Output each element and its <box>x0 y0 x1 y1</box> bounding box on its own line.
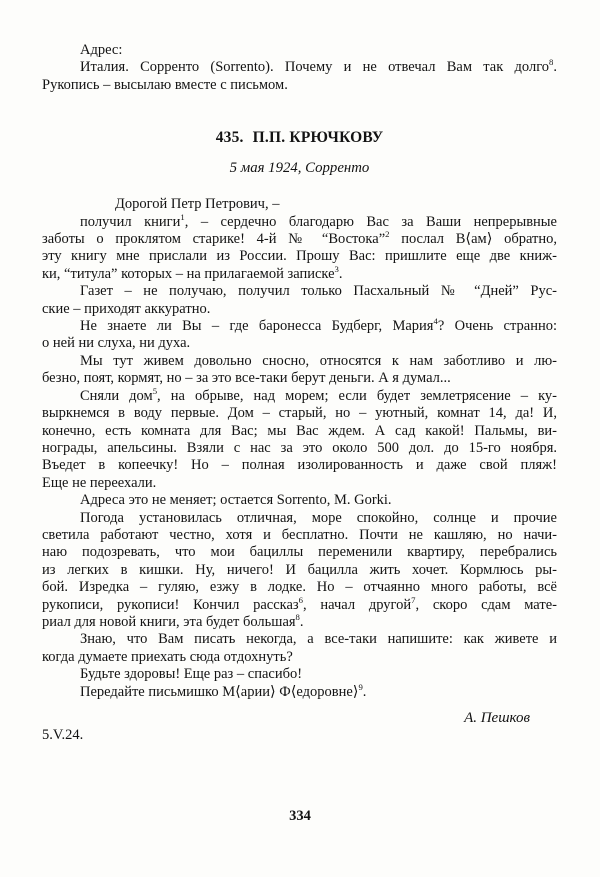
paragraph <box>42 666 557 683</box>
text-line: нограды, апельсины. Взяли с нас за это около 500 дол. до 15-го ноября. <box>42 439 557 456</box>
text-line: из легких в кишки. Ну, ничего! И бацилла жить хочет. Кормлюсь ры- <box>42 561 557 578</box>
footnote-marker: 2 <box>385 229 390 240</box>
text-line: заботы о проклятом старике! 4-й № “Востока”$^2$ послал В⟨ам⟩ обратно, <box>42 229 557 248</box>
text-line: Погода установилась отличная, море спокойно, солнце и прочие <box>80 509 557 526</box>
text-line: рукописи, рукописи! Кончил рассказ$^6$, начал другой$^7$, скоро сдам мате- <box>42 594 557 613</box>
text-line: Дорогой Петр Петрович, – <box>115 196 280 213</box>
text-line: получил книги$^1$, – сердечно благодарю Вас за Ваши непрерывные <box>80 211 557 230</box>
text-line: выркнемся в воду первые. Дом – старый, но – уютный, комнат 14, да! И, <box>42 405 557 422</box>
text-line: наю подозревать, что мои бациллы переменили квартиру, перебрались <box>42 544 557 561</box>
text-line: ки, “титула” которых – на прилагаемой записке$^3$. <box>42 264 343 282</box>
page-number: 334 <box>289 808 311 824</box>
letter-number: 435. <box>215 129 244 147</box>
text-line: Въедет в копеечку! Но – полная изолированность и даже свой пляж! <box>42 457 557 474</box>
text-line: о ней ни слуха, ни духа. <box>42 335 191 352</box>
letter-postscript-block <box>42 42 557 94</box>
text-line: безно, поят, кормят, но – за это все-таки берут деньги. А я думал... <box>42 370 451 387</box>
paragraph <box>42 42 557 59</box>
footnote-marker: 9 <box>358 681 363 692</box>
paragraph <box>42 211 557 284</box>
text-line: бой. Изредка – гуляю, езжу в лодке. Но – отчаянно много работы, всё <box>42 579 557 596</box>
paragraph <box>42 353 557 388</box>
footnote-marker: 3 <box>334 264 339 275</box>
paragraph <box>42 196 557 213</box>
letter-heading <box>42 128 557 147</box>
paragraph <box>42 492 557 509</box>
paragraph <box>42 318 557 353</box>
signature: А. Пешков <box>464 710 530 726</box>
text-line: ские – приходят аккуратно. <box>42 300 211 317</box>
page-text-column <box>42 0 557 745</box>
text-line: Еще не переехали. <box>42 474 157 491</box>
footnote-marker: 6 <box>298 594 303 605</box>
letter-dateline: 5 мая 1924, Сорренто <box>229 160 370 177</box>
text-line: конечно, есть комната для Вас; мы Вас ждем. А сад какой! Пальмы, ви- <box>42 422 557 439</box>
paragraph <box>42 283 557 318</box>
date-note: 5.V.24. <box>42 727 84 744</box>
letter-addressee: П.П. КРЮЧКОВУ <box>252 129 384 147</box>
footnote-marker: 4 <box>433 316 438 327</box>
text-line: Мы тут живем довольно сносно, относятся к нам заботливо и лю- <box>80 352 557 369</box>
footnote-marker: 5 <box>152 385 158 396</box>
footnote-marker: 7 <box>411 594 416 605</box>
letter-body <box>42 196 557 701</box>
text-line: Адреса это не меняет; остается Sorrento, M. Gorki. <box>80 492 392 509</box>
text-line: эту книгу мне прислали из России. Прошу Вас: пришлите еще две книж- <box>42 248 557 265</box>
footnote-marker: 8 <box>549 57 554 68</box>
text-line: Сняли дом$^5$, на обрыве, над морем; если будет землетрясение – ку- <box>80 385 558 404</box>
text-line: Не знаете ли Вы – где баронесса Будберг, Мария$^4$? Очень странно: <box>80 316 557 335</box>
text-line: Газет – не получаю, получил только Пасхальный № “Дней” Рус- <box>80 283 557 300</box>
footnote-marker: 8 <box>295 612 300 623</box>
text-line: Будьте здоровы! Еще раз – спасибо! <box>80 666 303 683</box>
paragraph <box>42 681 557 701</box>
text-line: Знаю, что Вам писать некогда, а все-таки напишите: как живете и <box>80 631 557 648</box>
text-line: Передайте письмишко М⟨арии⟩ Ф⟨едоровне⟩$^9$. <box>80 681 367 700</box>
text-line: Рукопись – высылаю вместе с письмом. <box>42 76 288 93</box>
paragraph <box>42 59 557 94</box>
paragraph <box>42 510 557 632</box>
text-line: Италия. Сорренто (Sorrento). Почему и не отвечал Вам так долго$^8$. <box>80 57 557 76</box>
text-line: риал для новой книги, эта будет большая$^8$. <box>42 612 304 630</box>
paragraph <box>42 631 557 666</box>
text-line: светила работают честно, хотя и бесплатно. Почти не кашляю, но начи- <box>42 526 557 543</box>
paragraph <box>42 385 558 492</box>
text-line: Адрес: <box>80 42 123 58</box>
text-line: когда думаете приехать сюда отдохнуть? <box>42 648 293 665</box>
footnote-marker: 1 <box>180 211 185 222</box>
